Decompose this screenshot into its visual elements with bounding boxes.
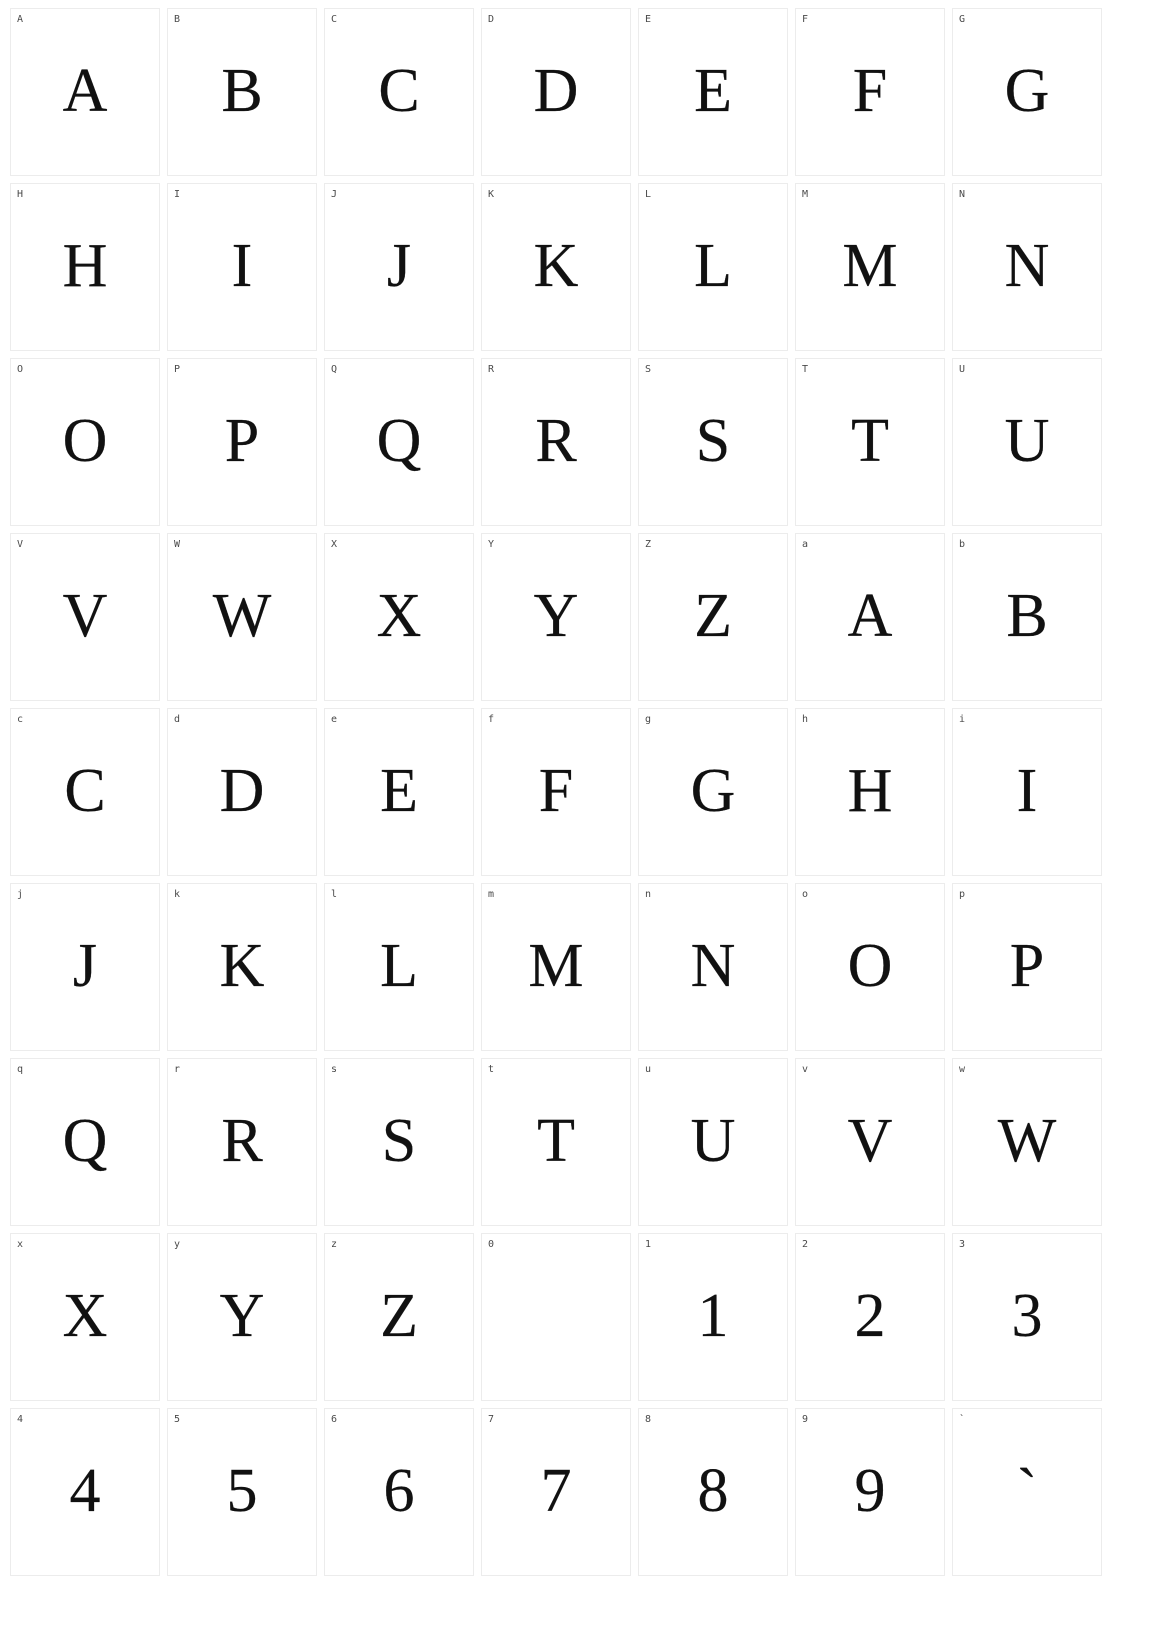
glyph-cell[interactable] bbox=[167, 883, 317, 1051]
glyph-character: D bbox=[533, 56, 579, 125]
glyph-cell[interactable] bbox=[10, 1058, 160, 1226]
glyph-character: A bbox=[62, 56, 108, 125]
glyph-label: k bbox=[174, 889, 181, 900]
glyph-cell[interactable] bbox=[638, 1058, 788, 1226]
glyph-label: D bbox=[488, 14, 495, 25]
glyph-character: Q bbox=[62, 1106, 108, 1175]
glyph-cell[interactable] bbox=[10, 533, 160, 701]
glyph-cell[interactable] bbox=[10, 358, 160, 526]
glyph-character: P bbox=[224, 406, 260, 475]
glyph-label: l bbox=[331, 889, 338, 900]
glyph-cell[interactable] bbox=[638, 533, 788, 701]
glyph-cell[interactable] bbox=[481, 1233, 631, 1401]
glyph-cell[interactable] bbox=[167, 533, 317, 701]
glyph-label: b bbox=[959, 539, 966, 550]
glyph-label: w bbox=[959, 1064, 966, 1075]
glyph-cell[interactable] bbox=[638, 358, 788, 526]
glyph-cell[interactable] bbox=[638, 708, 788, 876]
glyph-character: Z bbox=[694, 581, 732, 650]
glyph-character: 8 bbox=[697, 1456, 729, 1525]
glyph-label: 6 bbox=[331, 1414, 338, 1425]
glyph-character: S bbox=[381, 1106, 417, 1175]
glyph-character: J bbox=[72, 931, 98, 1000]
glyph-character: 9 bbox=[854, 1456, 886, 1525]
glyph-character: V bbox=[62, 581, 108, 650]
glyph-label: P bbox=[174, 364, 181, 375]
glyph-character: L bbox=[694, 231, 732, 300]
glyph-character: G bbox=[1004, 56, 1050, 125]
glyph-cell[interactable] bbox=[167, 8, 317, 176]
glyph-character: G bbox=[690, 756, 736, 825]
glyph-cell[interactable] bbox=[795, 1233, 945, 1401]
glyph-character: Z bbox=[380, 1281, 418, 1350]
glyph-cell[interactable] bbox=[10, 1233, 160, 1401]
glyph-label: r bbox=[174, 1064, 181, 1075]
glyph-label: 4 bbox=[17, 1414, 24, 1425]
glyph-cell[interactable] bbox=[324, 1233, 474, 1401]
glyph-label: 0 bbox=[488, 1239, 495, 1250]
glyph-label: S bbox=[645, 364, 652, 375]
glyph-label: x bbox=[17, 1239, 24, 1250]
glyph-character: D bbox=[219, 756, 265, 825]
glyph-label: Z bbox=[645, 539, 652, 550]
glyph-cell[interactable] bbox=[10, 8, 160, 176]
glyph-label: t bbox=[488, 1064, 495, 1075]
glyph-character: S bbox=[695, 406, 731, 475]
glyph-character: C bbox=[378, 56, 420, 125]
glyph-cell[interactable] bbox=[795, 708, 945, 876]
glyph-label: Q bbox=[331, 364, 338, 375]
glyph-cell[interactable] bbox=[10, 708, 160, 876]
glyph-label: E bbox=[645, 14, 652, 25]
glyph-character: N bbox=[1004, 231, 1050, 300]
glyph-character: T bbox=[537, 1106, 575, 1175]
glyph-character: 1 bbox=[697, 1281, 729, 1350]
glyph-label: C bbox=[331, 14, 338, 25]
glyph-cell[interactable] bbox=[952, 183, 1102, 351]
glyph-label: F bbox=[802, 14, 809, 25]
glyph-character: F bbox=[852, 56, 888, 125]
glyph-label: T bbox=[802, 364, 809, 375]
glyph-cell[interactable] bbox=[167, 183, 317, 351]
glyph-label: V bbox=[17, 539, 24, 550]
glyph-label: v bbox=[802, 1064, 809, 1075]
glyph-label: p bbox=[959, 889, 966, 900]
glyph-character: Y bbox=[219, 1281, 265, 1350]
glyph-character: B bbox=[1006, 581, 1048, 650]
glyph-character: P bbox=[1009, 931, 1045, 1000]
glyph-character: H bbox=[847, 756, 893, 825]
glyph-label: i bbox=[959, 714, 966, 725]
glyph-label: J bbox=[331, 189, 338, 200]
glyph-label: h bbox=[802, 714, 809, 725]
glyph-cell[interactable] bbox=[795, 1058, 945, 1226]
glyph-character: ` bbox=[1016, 1456, 1038, 1525]
glyph-cell[interactable] bbox=[167, 1058, 317, 1226]
glyph-label: a bbox=[802, 539, 809, 550]
glyph-character: E bbox=[380, 756, 418, 825]
glyph-label: o bbox=[802, 889, 809, 900]
glyph-cell[interactable] bbox=[638, 183, 788, 351]
glyph-label: L bbox=[645, 189, 652, 200]
glyph-character: H bbox=[62, 231, 108, 300]
glyph-cell[interactable] bbox=[324, 358, 474, 526]
glyph-character: L bbox=[380, 931, 418, 1000]
glyph-label: 1 bbox=[645, 1239, 652, 1250]
glyph-label: N bbox=[959, 189, 966, 200]
glyph-cell[interactable] bbox=[952, 1233, 1102, 1401]
glyph-cell[interactable] bbox=[324, 533, 474, 701]
glyph-label: d bbox=[174, 714, 181, 725]
glyph-label: Y bbox=[488, 539, 495, 550]
glyph-label: 5 bbox=[174, 1414, 181, 1425]
glyph-character: 2 bbox=[854, 1281, 886, 1350]
glyph-cell[interactable] bbox=[952, 533, 1102, 701]
glyph-cell[interactable] bbox=[324, 1408, 474, 1576]
glyph-character: Y bbox=[533, 581, 579, 650]
glyph-label: B bbox=[174, 14, 181, 25]
glyph-character: 3 bbox=[1011, 1281, 1043, 1350]
glyph-cell[interactable] bbox=[324, 1058, 474, 1226]
glyph-cell[interactable] bbox=[638, 883, 788, 1051]
glyph-label: K bbox=[488, 189, 495, 200]
glyph-label: X bbox=[331, 539, 338, 550]
glyph-cell[interactable] bbox=[481, 8, 631, 176]
glyph-label: g bbox=[645, 714, 652, 725]
glyph-character: R bbox=[221, 1106, 263, 1175]
glyph-character: I bbox=[231, 231, 253, 300]
glyph-character: V bbox=[847, 1106, 893, 1175]
glyph-character: R bbox=[535, 406, 577, 475]
glyph-label: O bbox=[17, 364, 24, 375]
glyph-character: C bbox=[64, 756, 106, 825]
glyph-cell[interactable] bbox=[481, 358, 631, 526]
glyph-cell[interactable] bbox=[638, 1233, 788, 1401]
glyph-character: T bbox=[851, 406, 889, 475]
glyph-label: 3 bbox=[959, 1239, 966, 1250]
glyph-character: A bbox=[847, 581, 893, 650]
glyph-label: 7 bbox=[488, 1414, 495, 1425]
glyph-label: R bbox=[488, 364, 495, 375]
glyph-character: X bbox=[376, 581, 422, 650]
glyph-cell[interactable] bbox=[795, 8, 945, 176]
glyph-label: 2 bbox=[802, 1239, 809, 1250]
glyph-cell[interactable] bbox=[167, 358, 317, 526]
glyph-cell[interactable] bbox=[795, 183, 945, 351]
glyph-cell[interactable] bbox=[952, 8, 1102, 176]
glyph-label: M bbox=[802, 189, 809, 200]
glyph-label: ` bbox=[959, 1414, 966, 1425]
glyph-character: M bbox=[842, 231, 898, 300]
glyph-cell[interactable] bbox=[324, 8, 474, 176]
glyph-character: U bbox=[690, 1106, 736, 1175]
glyph-cell[interactable] bbox=[167, 1233, 317, 1401]
glyph-cell[interactable] bbox=[481, 183, 631, 351]
glyph-label: q bbox=[17, 1064, 24, 1075]
glyph-character: K bbox=[533, 231, 579, 300]
glyph-character: 4 bbox=[69, 1456, 101, 1525]
glyph-label: 9 bbox=[802, 1414, 809, 1425]
glyph-cell[interactable] bbox=[10, 183, 160, 351]
glyph-cell[interactable] bbox=[324, 183, 474, 351]
glyph-label: f bbox=[488, 714, 495, 725]
glyph-label: m bbox=[488, 889, 495, 900]
glyph-label: I bbox=[174, 189, 181, 200]
glyph-character: J bbox=[386, 231, 412, 300]
glyph-cell[interactable] bbox=[10, 883, 160, 1051]
glyph-character: F bbox=[538, 756, 574, 825]
glyph-label: z bbox=[331, 1239, 338, 1250]
glyph-character bbox=[482, 1256, 630, 1376]
glyph-character: W bbox=[997, 1106, 1057, 1175]
glyph-character: X bbox=[62, 1281, 108, 1350]
glyph-label: j bbox=[17, 889, 24, 900]
glyph-label: n bbox=[645, 889, 652, 900]
glyph-character: M bbox=[528, 931, 584, 1000]
glyph-cell[interactable] bbox=[481, 1408, 631, 1576]
glyph-cell[interactable] bbox=[952, 883, 1102, 1051]
glyph-cell[interactable] bbox=[638, 1408, 788, 1576]
glyph-label: U bbox=[959, 364, 966, 375]
glyph-label: A bbox=[17, 14, 24, 25]
glyph-cell[interactable] bbox=[795, 883, 945, 1051]
glyph-label: W bbox=[174, 539, 181, 550]
glyph-cell[interactable] bbox=[795, 1408, 945, 1576]
glyph-character: O bbox=[847, 931, 893, 1000]
glyph-label: u bbox=[645, 1064, 652, 1075]
glyph-cell[interactable] bbox=[481, 1058, 631, 1226]
glyph-character: E bbox=[694, 56, 732, 125]
glyph-label: c bbox=[17, 714, 24, 725]
glyph-label: H bbox=[17, 189, 24, 200]
glyph-label: 8 bbox=[645, 1414, 652, 1425]
glyph-character: O bbox=[62, 406, 108, 475]
glyph-cell[interactable] bbox=[167, 1408, 317, 1576]
glyph-character: 6 bbox=[383, 1456, 415, 1525]
glyph-label: e bbox=[331, 714, 338, 725]
glyph-cell[interactable] bbox=[952, 1058, 1102, 1226]
glyph-character: N bbox=[690, 931, 736, 1000]
glyph-cell[interactable] bbox=[795, 533, 945, 701]
glyph-character: 7 bbox=[540, 1456, 572, 1525]
glyph-label: y bbox=[174, 1239, 181, 1250]
glyph-character: K bbox=[219, 931, 265, 1000]
glyph-cell[interactable] bbox=[324, 883, 474, 1051]
glyph-character: I bbox=[1016, 756, 1038, 825]
glyph-cell[interactable] bbox=[167, 708, 317, 876]
glyph-character: W bbox=[212, 581, 272, 650]
glyph-character: Q bbox=[376, 406, 422, 475]
glyph-character: B bbox=[221, 56, 263, 125]
glyph-cell[interactable] bbox=[481, 708, 631, 876]
glyph-cell[interactable] bbox=[952, 358, 1102, 526]
glyph-character: U bbox=[1004, 406, 1050, 475]
glyph-cell[interactable] bbox=[10, 1408, 160, 1576]
glyph-character: 5 bbox=[226, 1456, 258, 1525]
glyph-cell[interactable] bbox=[795, 358, 945, 526]
glyph-label: G bbox=[959, 14, 966, 25]
glyph-cell[interactable] bbox=[638, 8, 788, 176]
glyph-cell[interactable] bbox=[952, 1408, 1102, 1576]
glyph-cell[interactable] bbox=[481, 533, 631, 701]
glyph-label: s bbox=[331, 1064, 338, 1075]
glyph-cell[interactable] bbox=[952, 708, 1102, 876]
glyph-cell[interactable] bbox=[324, 708, 474, 876]
glyph-cell[interactable] bbox=[481, 883, 631, 1051]
